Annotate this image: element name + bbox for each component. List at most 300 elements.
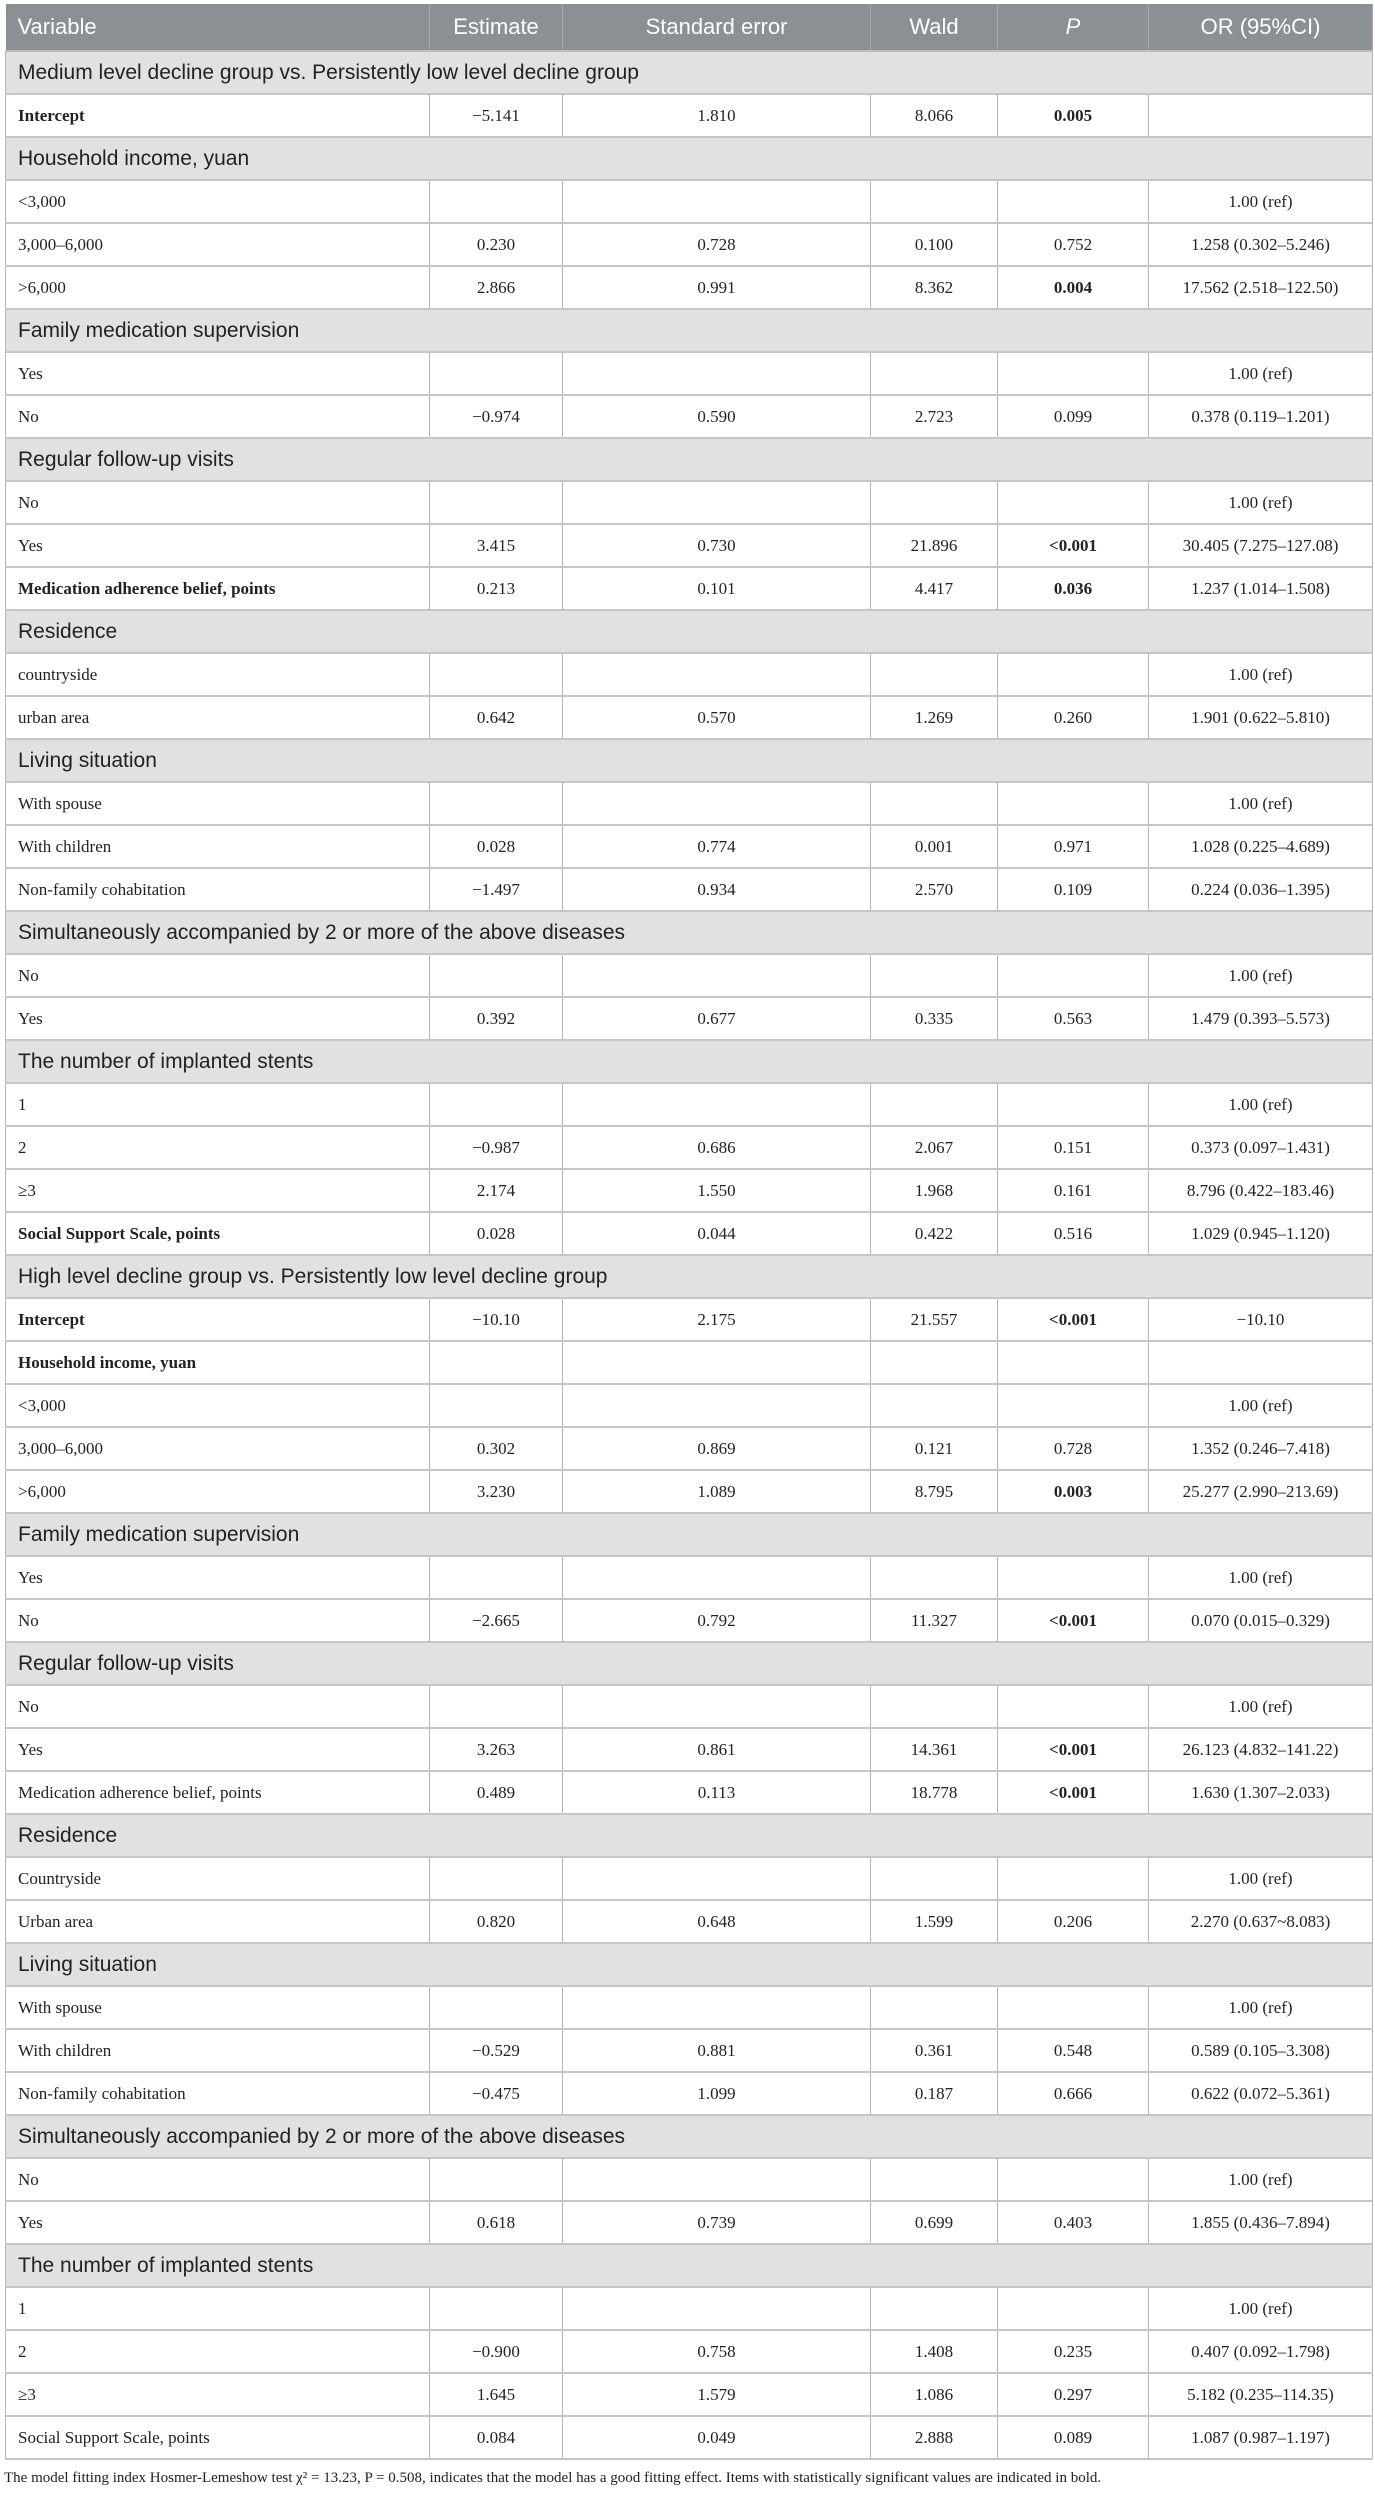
or-ci-cell: 1.00 (ref): [1149, 352, 1373, 395]
variable-cell: Yes: [6, 1556, 430, 1599]
variable-cell: Social Support Scale, points: [6, 2416, 430, 2459]
variable-cell: countryside: [6, 653, 430, 696]
standard-error-cell: 1.099: [563, 2072, 871, 2115]
wald-cell: [871, 1685, 998, 1728]
wald-cell: [871, 481, 998, 524]
p-value-cell: <0.001: [998, 1599, 1149, 1642]
section-row: [6, 1255, 1373, 1298]
section-label: Medium level decline group vs. Persistently low level decline group: [6, 51, 1373, 94]
or-ci-cell: 1.00 (ref): [1149, 180, 1373, 223]
estimate-cell: 0.028: [430, 1212, 563, 1255]
variable-cell: Household income, yuan: [6, 1341, 430, 1384]
estimate-cell: [430, 1986, 563, 2029]
or-ci-cell: 1.00 (ref): [1149, 1556, 1373, 1599]
variable-cell: 3,000–6,000: [6, 1427, 430, 1470]
variable-cell: Social Support Scale, points: [6, 1212, 430, 1255]
variable-cell: 2: [6, 2330, 430, 2373]
wald-cell: [871, 1083, 998, 1126]
wald-cell: 0.422: [871, 1212, 998, 1255]
p-value-cell: 0.752: [998, 223, 1149, 266]
p-value-cell: <0.001: [998, 1771, 1149, 1814]
or-ci-cell: 0.589 (0.105–3.308): [1149, 2029, 1373, 2072]
wald-cell: 0.361: [871, 2029, 998, 2072]
table-row: [6, 2287, 1373, 2330]
or-ci-cell: 25.277 (2.990–213.69): [1149, 1470, 1373, 1513]
standard-error-cell: 0.049: [563, 2416, 871, 2459]
section-row: [6, 610, 1373, 653]
table-row: [6, 1728, 1373, 1771]
table-body: [6, 51, 1373, 2459]
wald-cell: 0.100: [871, 223, 998, 266]
or-ci-cell: 0.378 (0.119–1.201): [1149, 395, 1373, 438]
table-row: [6, 1126, 1373, 1169]
p-value-cell: 0.403: [998, 2201, 1149, 2244]
p-value-cell: [998, 1857, 1149, 1900]
section-row: [6, 739, 1373, 782]
table-row: [6, 223, 1373, 266]
variable-cell: Yes: [6, 2201, 430, 2244]
table-row: [6, 1169, 1373, 1212]
or-ci-cell: 1.00 (ref): [1149, 1986, 1373, 2029]
or-ci-cell: 1.00 (ref): [1149, 1857, 1373, 1900]
standard-error-cell: [563, 1986, 871, 2029]
table-row: [6, 696, 1373, 739]
estimate-cell: 0.084: [430, 2416, 563, 2459]
or-ci-cell: 1.630 (1.307–2.033): [1149, 1771, 1373, 1814]
or-ci-cell: 1.00 (ref): [1149, 1685, 1373, 1728]
p-value-cell: <0.001: [998, 524, 1149, 567]
standard-error-cell: 0.792: [563, 1599, 871, 1642]
section-label: The number of implanted stents: [6, 1040, 1373, 1083]
wald-cell: 21.896: [871, 524, 998, 567]
wald-cell: 1.269: [871, 696, 998, 739]
wald-cell: [871, 954, 998, 997]
estimate-cell: 0.489: [430, 1771, 563, 1814]
or-ci-cell: 17.562 (2.518–122.50): [1149, 266, 1373, 309]
wald-cell: [871, 2158, 998, 2201]
header-p: P: [998, 4, 1149, 51]
table-row: [6, 352, 1373, 395]
p-value-cell: [998, 352, 1149, 395]
header-variable: Variable: [6, 4, 430, 51]
variable-cell: Yes: [6, 1728, 430, 1771]
section-label: Simultaneously accompanied by 2 or more of the above diseases: [6, 911, 1373, 954]
or-ci-cell: 2.270 (0.637~8.083): [1149, 1900, 1373, 1943]
or-ci-cell: 1.237 (1.014–1.508): [1149, 567, 1373, 610]
or-ci-cell: [1149, 1341, 1373, 1384]
variable-cell: No: [6, 2158, 430, 2201]
wald-cell: 11.327: [871, 1599, 998, 1642]
variable-cell: >6,000: [6, 1470, 430, 1513]
table-row: [6, 94, 1373, 137]
section-label: Simultaneously accompanied by 2 or more of the above diseases: [6, 2115, 1373, 2158]
table-row: [6, 1556, 1373, 1599]
table-row: [6, 1470, 1373, 1513]
p-value-cell: [998, 1556, 1149, 1599]
p-value-cell: 0.728: [998, 1427, 1149, 1470]
section-row: [6, 1040, 1373, 1083]
standard-error-cell: 0.739: [563, 2201, 871, 2244]
variable-cell: No: [6, 954, 430, 997]
table-row: [6, 2416, 1373, 2459]
wald-cell: 2.888: [871, 2416, 998, 2459]
section-label: Residence: [6, 1814, 1373, 1857]
wald-cell: 8.362: [871, 266, 998, 309]
section-label: Family medication supervision: [6, 309, 1373, 352]
variable-cell: Non-family cohabitation: [6, 868, 430, 911]
variable-cell: With spouse: [6, 1986, 430, 2029]
wald-cell: 4.417: [871, 567, 998, 610]
or-ci-cell: 5.182 (0.235–114.35): [1149, 2373, 1373, 2416]
estimate-cell: [430, 954, 563, 997]
or-ci-cell: 0.070 (0.015–0.329): [1149, 1599, 1373, 1642]
or-ci-cell: 1.00 (ref): [1149, 2287, 1373, 2330]
or-ci-cell: 26.123 (4.832–141.22): [1149, 1728, 1373, 1771]
or-ci-cell: 1.028 (0.225–4.689): [1149, 825, 1373, 868]
standard-error-cell: 0.677: [563, 997, 871, 1040]
p-value-cell: [998, 180, 1149, 223]
section-row: [6, 309, 1373, 352]
standard-error-cell: [563, 352, 871, 395]
or-ci-cell: 1.258 (0.302–5.246): [1149, 223, 1373, 266]
section-row: [6, 1943, 1373, 1986]
estimate-cell: 3.230: [430, 1470, 563, 1513]
variable-cell: <3,000: [6, 1384, 430, 1427]
estimate-cell: −0.987: [430, 1126, 563, 1169]
table-row: [6, 1384, 1373, 1427]
wald-cell: [871, 1384, 998, 1427]
or-ci-cell: 8.796 (0.422–183.46): [1149, 1169, 1373, 1212]
header-standard-error: Standard error: [563, 4, 871, 51]
section-row: [6, 137, 1373, 180]
p-value-cell: [998, 2158, 1149, 2201]
variable-cell: 2: [6, 1126, 430, 1169]
variable-cell: Yes: [6, 997, 430, 1040]
section-label: Regular follow-up visits: [6, 1642, 1373, 1685]
or-ci-cell: 30.405 (7.275–127.08): [1149, 524, 1373, 567]
p-value-cell: 0.297: [998, 2373, 1149, 2416]
estimate-cell: 0.028: [430, 825, 563, 868]
variable-cell: 1: [6, 2287, 430, 2330]
estimate-cell: [430, 1384, 563, 1427]
or-ci-cell: 1.087 (0.987–1.197): [1149, 2416, 1373, 2459]
standard-error-cell: 0.113: [563, 1771, 871, 1814]
table-row: [6, 2201, 1373, 2244]
variable-cell: Intercept: [6, 94, 430, 137]
variable-cell: 1: [6, 1083, 430, 1126]
p-value-cell: [998, 954, 1149, 997]
standard-error-cell: 0.991: [563, 266, 871, 309]
p-value-cell: <0.001: [998, 1728, 1149, 1771]
or-ci-cell: 1.855 (0.436–7.894): [1149, 2201, 1373, 2244]
or-ci-cell: 1.00 (ref): [1149, 653, 1373, 696]
p-value-cell: 0.548: [998, 2029, 1149, 2072]
or-ci-cell: 1.479 (0.393–5.573): [1149, 997, 1373, 1040]
wald-cell: [871, 782, 998, 825]
or-ci-cell: 1.00 (ref): [1149, 481, 1373, 524]
section-row: [6, 2115, 1373, 2158]
variable-cell: ≥3: [6, 2373, 430, 2416]
variable-cell: With spouse: [6, 782, 430, 825]
wald-cell: [871, 180, 998, 223]
standard-error-cell: 2.175: [563, 1298, 871, 1341]
section-row: [6, 2244, 1373, 2287]
standard-error-cell: 0.686: [563, 1126, 871, 1169]
p-value-cell: 0.151: [998, 1126, 1149, 1169]
section-row: [6, 911, 1373, 954]
standard-error-cell: 1.810: [563, 94, 871, 137]
p-value-cell: 0.003: [998, 1470, 1149, 1513]
section-label: High level decline group vs. Persistently low level decline group: [6, 1255, 1373, 1298]
estimate-cell: 3.415: [430, 524, 563, 567]
table-row: [6, 1298, 1373, 1341]
wald-cell: 2.723: [871, 395, 998, 438]
wald-cell: 0.001: [871, 825, 998, 868]
table-row: [6, 2330, 1373, 2373]
estimate-cell: 1.645: [430, 2373, 563, 2416]
standard-error-cell: [563, 1857, 871, 1900]
estimate-cell: −1.497: [430, 868, 563, 911]
or-ci-cell: 1.901 (0.622–5.810): [1149, 696, 1373, 739]
p-value-cell: 0.563: [998, 997, 1149, 1040]
table-row: [6, 653, 1373, 696]
variable-cell: ≥3: [6, 1169, 430, 1212]
standard-error-cell: [563, 180, 871, 223]
section-label: Regular follow-up visits: [6, 438, 1373, 481]
standard-error-cell: 1.550: [563, 1169, 871, 1212]
table-row: [6, 567, 1373, 610]
estimate-cell: [430, 653, 563, 696]
standard-error-cell: 0.774: [563, 825, 871, 868]
table-row: [6, 954, 1373, 997]
p-value-cell: 0.260: [998, 696, 1149, 739]
estimate-cell: −2.665: [430, 1599, 563, 1642]
or-ci-cell: 1.00 (ref): [1149, 2158, 1373, 2201]
variable-cell: Medication adherence belief, points: [6, 1771, 430, 1814]
p-value-cell: [998, 1986, 1149, 2029]
variable-cell: Countryside: [6, 1857, 430, 1900]
p-value-cell: 0.089: [998, 2416, 1149, 2459]
table-row: [6, 1685, 1373, 1728]
section-label: Residence: [6, 610, 1373, 653]
table-row: [6, 1771, 1373, 1814]
section-row: [6, 1513, 1373, 1556]
or-ci-cell: 0.407 (0.092–1.798): [1149, 2330, 1373, 2373]
or-ci-cell: 1.029 (0.945–1.120): [1149, 1212, 1373, 1255]
section-label: Living situation: [6, 739, 1373, 782]
table-row: [6, 782, 1373, 825]
standard-error-cell: [563, 1341, 871, 1384]
estimate-cell: 0.820: [430, 1900, 563, 1943]
p-value-cell: 0.161: [998, 1169, 1149, 1212]
standard-error-cell: 0.758: [563, 2330, 871, 2373]
estimate-cell: [430, 1685, 563, 1728]
table-row: [6, 395, 1373, 438]
wald-cell: 1.968: [871, 1169, 998, 1212]
table-row: [6, 481, 1373, 524]
table-row: [6, 997, 1373, 1040]
p-value-cell: 0.971: [998, 825, 1149, 868]
variable-cell: Yes: [6, 524, 430, 567]
p-value-cell: 0.099: [998, 395, 1149, 438]
table-row: [6, 180, 1373, 223]
or-ci-cell: [1149, 94, 1373, 137]
table-footnote: The model fitting index Hosmer-Lemeshow test χ² = 13.23, P = 0.508, indicates that the model has a good fitting effect. Items with statistically significant values are indicated in bold.: [4, 2470, 1102, 2486]
section-row: [6, 51, 1373, 94]
estimate-cell: 0.302: [430, 1427, 563, 1470]
estimate-cell: 0.213: [430, 567, 563, 610]
p-value-cell: 0.004: [998, 266, 1149, 309]
estimate-cell: [430, 481, 563, 524]
estimate-cell: [430, 352, 563, 395]
p-value-cell: [998, 1384, 1149, 1427]
section-label: The number of implanted stents: [6, 2244, 1373, 2287]
table-row: [6, 524, 1373, 567]
table-row: [6, 1986, 1373, 2029]
estimate-cell: −5.141: [430, 94, 563, 137]
p-value-cell: 0.206: [998, 1900, 1149, 1943]
table-row: [6, 2373, 1373, 2416]
variable-cell: No: [6, 395, 430, 438]
table-row: [6, 1900, 1373, 1943]
variable-cell: 3,000–6,000: [6, 223, 430, 266]
standard-error-cell: 0.648: [563, 1900, 871, 1943]
wald-cell: [871, 1556, 998, 1599]
section-label: Family medication supervision: [6, 1513, 1373, 1556]
estimate-cell: −0.529: [430, 2029, 563, 2072]
table-row: [6, 1857, 1373, 1900]
regression-table: [5, 4, 1373, 2460]
standard-error-cell: 0.101: [563, 567, 871, 610]
standard-error-cell: 1.579: [563, 2373, 871, 2416]
estimate-cell: [430, 1341, 563, 1384]
estimate-cell: [430, 2158, 563, 2201]
or-ci-cell: 1.00 (ref): [1149, 1083, 1373, 1126]
standard-error-cell: [563, 1685, 871, 1728]
estimate-cell: 2.866: [430, 266, 563, 309]
wald-cell: 1.408: [871, 2330, 998, 2373]
variable-cell: urban area: [6, 696, 430, 739]
or-ci-cell: −10.10: [1149, 1298, 1373, 1341]
standard-error-cell: 0.570: [563, 696, 871, 739]
p-value-cell: 0.235: [998, 2330, 1149, 2373]
section-label: Household income, yuan: [6, 137, 1373, 180]
standard-error-cell: [563, 954, 871, 997]
standard-error-cell: 0.869: [563, 1427, 871, 1470]
estimate-cell: −10.10: [430, 1298, 563, 1341]
section-row: [6, 1642, 1373, 1685]
wald-cell: 0.187: [871, 2072, 998, 2115]
wald-cell: [871, 653, 998, 696]
table-row: [6, 868, 1373, 911]
estimate-cell: [430, 1083, 563, 1126]
estimate-cell: 0.642: [430, 696, 563, 739]
or-ci-cell: 0.622 (0.072–5.361): [1149, 2072, 1373, 2115]
or-ci-cell: 1.00 (ref): [1149, 1384, 1373, 1427]
standard-error-cell: [563, 2158, 871, 2201]
table-row: [6, 2158, 1373, 2201]
wald-cell: 8.795: [871, 1470, 998, 1513]
section-row: [6, 438, 1373, 481]
table-row: [6, 825, 1373, 868]
standard-error-cell: 1.089: [563, 1470, 871, 1513]
wald-cell: 0.335: [871, 997, 998, 1040]
header-or-ci: OR (95%CI): [1149, 4, 1373, 51]
variable-cell: Intercept: [6, 1298, 430, 1341]
p-value-cell: <0.001: [998, 1298, 1149, 1341]
estimate-cell: −0.475: [430, 2072, 563, 2115]
standard-error-cell: [563, 481, 871, 524]
standard-error-cell: 0.044: [563, 1212, 871, 1255]
estimate-cell: 0.230: [430, 223, 563, 266]
p-value-cell: 0.005: [998, 94, 1149, 137]
or-ci-cell: 1.00 (ref): [1149, 954, 1373, 997]
wald-cell: 18.778: [871, 1771, 998, 1814]
p-value-cell: [998, 782, 1149, 825]
variable-cell: Non-family cohabitation: [6, 2072, 430, 2115]
variable-cell: Yes: [6, 352, 430, 395]
section-row: [6, 1814, 1373, 1857]
standard-error-cell: [563, 782, 871, 825]
wald-cell: [871, 2287, 998, 2330]
standard-error-cell: [563, 1083, 871, 1126]
table-row: [6, 2029, 1373, 2072]
table-row: [6, 266, 1373, 309]
p-value-cell: 0.036: [998, 567, 1149, 610]
standard-error-cell: 0.881: [563, 2029, 871, 2072]
table-row: [6, 1599, 1373, 1642]
p-value-cell: [998, 653, 1149, 696]
or-ci-cell: 0.224 (0.036–1.395): [1149, 868, 1373, 911]
p-value-cell: 0.516: [998, 1212, 1149, 1255]
wald-cell: 14.361: [871, 1728, 998, 1771]
variable-cell: Urban area: [6, 1900, 430, 1943]
estimate-cell: [430, 2287, 563, 2330]
estimate-cell: 2.174: [430, 1169, 563, 1212]
header-wald: Wald: [871, 4, 998, 51]
variable-cell: Medication adherence belief, points: [6, 567, 430, 610]
standard-error-cell: [563, 2287, 871, 2330]
wald-cell: 0.699: [871, 2201, 998, 2244]
estimate-cell: [430, 1556, 563, 1599]
p-value-cell: 0.109: [998, 868, 1149, 911]
wald-cell: 2.067: [871, 1126, 998, 1169]
variable-cell: With children: [6, 2029, 430, 2072]
wald-cell: 8.066: [871, 94, 998, 137]
estimate-cell: 3.263: [430, 1728, 563, 1771]
variable-cell: <3,000: [6, 180, 430, 223]
table-header-row: [6, 4, 1373, 51]
wald-cell: [871, 1341, 998, 1384]
standard-error-cell: 0.590: [563, 395, 871, 438]
estimate-cell: 0.618: [430, 2201, 563, 2244]
table-row: [6, 1341, 1373, 1384]
estimate-cell: 0.392: [430, 997, 563, 1040]
standard-error-cell: [563, 1384, 871, 1427]
header-estimate: Estimate: [430, 4, 563, 51]
standard-error-cell: 0.934: [563, 868, 871, 911]
p-value-cell: [998, 1685, 1149, 1728]
wald-cell: 0.121: [871, 1427, 998, 1470]
estimate-cell: [430, 782, 563, 825]
standard-error-cell: 0.730: [563, 524, 871, 567]
variable-cell: No: [6, 1599, 430, 1642]
wald-cell: 1.599: [871, 1900, 998, 1943]
or-ci-cell: 0.373 (0.097–1.431): [1149, 1126, 1373, 1169]
standard-error-cell: [563, 1556, 871, 1599]
wald-cell: 2.570: [871, 868, 998, 911]
wald-cell: 1.086: [871, 2373, 998, 2416]
